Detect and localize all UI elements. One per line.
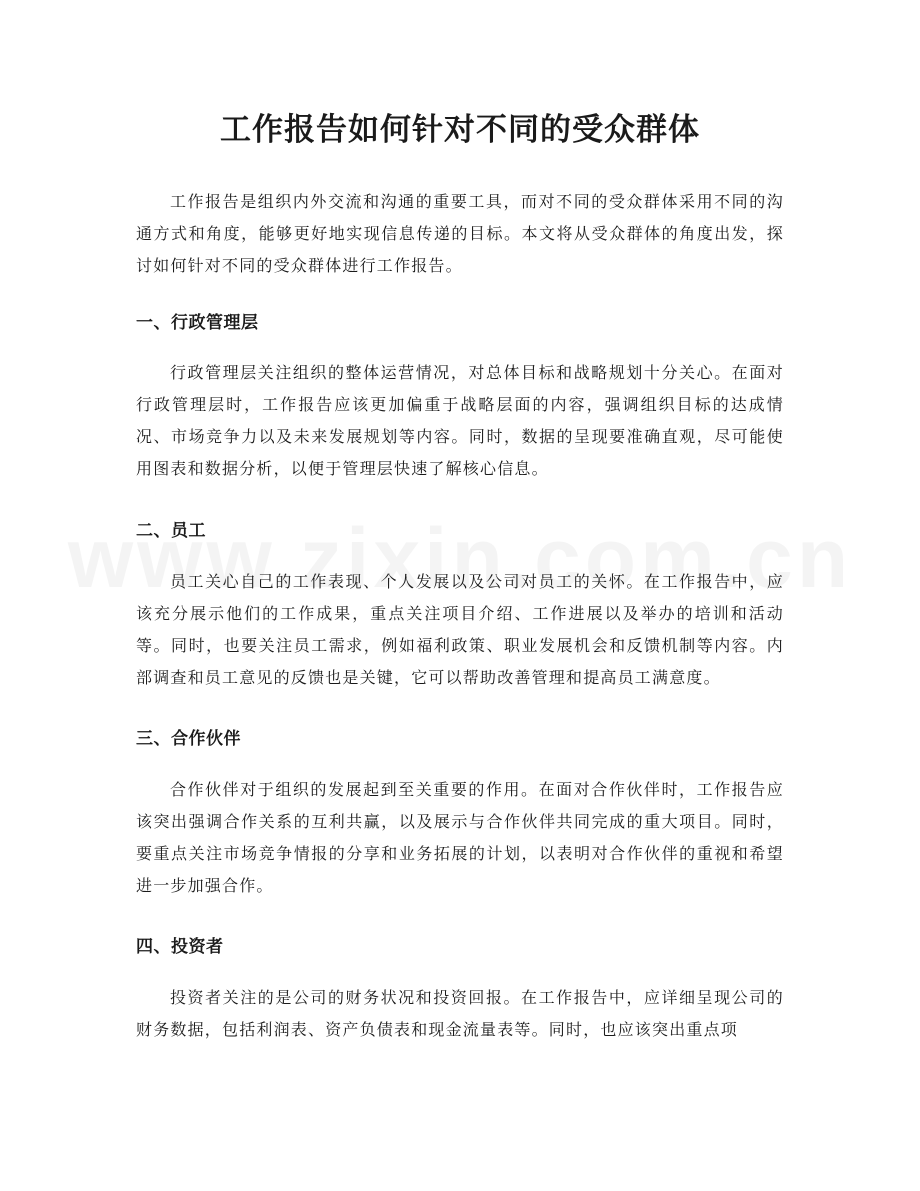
section-body-partners: 合作伙伴对于组织的发展起到至关重要的作用。在面对合作伙伴时，工作报告应该突出强调合作关系的互利共赢，以及展示与合作伙伴共同完成的重大项目。同时，要重点关注市场竞争情报的分享和业务拓展的计划，以表明对合作伙伴的重视和希望进一步加强合作。 [136, 780, 784, 895]
section-body-investors: 投资者关注的是公司的财务状况和投资回报。在工作报告中，应详细呈现公司的财务数据，包括利润表、资产负债表和现金流量表等。同时，也应该突出重点项 [136, 988, 784, 1039]
section-heading-admin: 一、行政管理层 [136, 313, 259, 333]
section-heading-investors: 四、投资者 [136, 937, 224, 957]
intro-paragraph: 工作报告是组织内外交流和沟通的重要工具，而对不同的受众群体采用不同的沟通方式和角度，能够更好地实现信息传递的目标。本文将从受众群体的角度出发，探讨如何针对不同的受众群体进行工作报告。 [136, 192, 784, 275]
section-heading-employees: 二、员工 [136, 521, 206, 541]
section-heading-partners: 三、合作伙伴 [136, 729, 241, 749]
document-title: 工作报告如何针对不同的受众群体 [220, 112, 700, 148]
section-body-admin: 行政管理层关注组织的整体运营情况，对总体目标和战略规划十分关心。在面对行政管理层时，工作报告应该更加偏重于战略层面的内容，强调组织目标的达成情况、市场竞争力以及未来发展规划等内容。同时，数据的呈现要准确直观，尽可能使用图表和数据分析，以便于管理层快速了解核心信息。 [136, 363, 784, 478]
section-body-employees: 员工关心自己的工作表现、个人发展以及公司对员工的关怀。在工作报告中，应该充分展示他们的工作成果，重点关注项目介绍、工作进展以及举办的培训和活动等。同时，也要关注员工需求，例如福利政策、职业发展机会和反馈机制等内容。内部调查和员工意见的反馈也是关键，它可以帮助改善管理和提高员工满意度。 [136, 572, 784, 687]
